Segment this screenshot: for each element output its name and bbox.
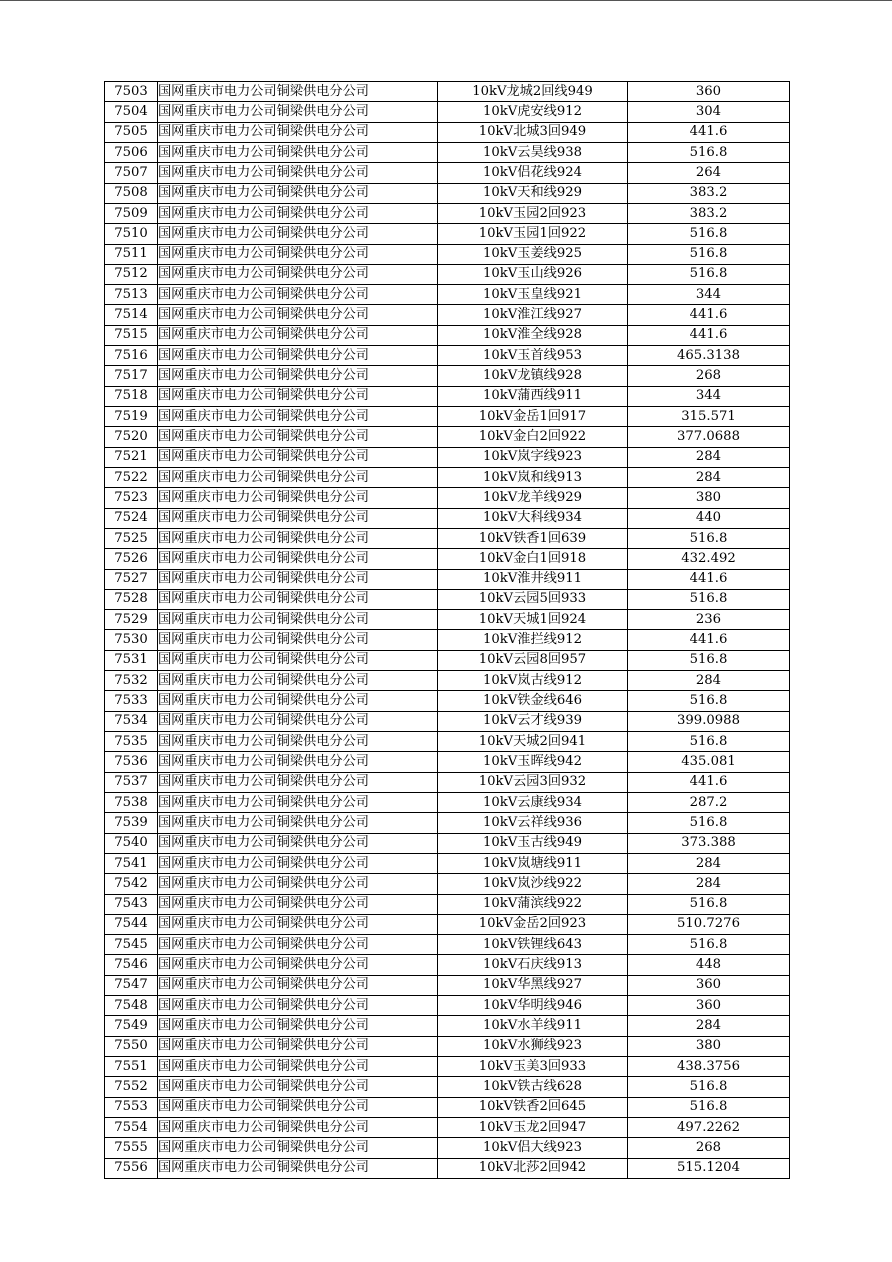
- line-name-cell: 10kV淮井线911: [438, 569, 628, 589]
- value-cell: 360: [628, 996, 790, 1016]
- table-row: [105, 264, 790, 284]
- row-number-cell: 7542: [105, 874, 158, 894]
- company-cell: 国网重庆市电力公司铜梁供电分公司: [158, 772, 438, 792]
- line-name-cell: 10kV铁锂线643: [438, 935, 628, 955]
- company-cell: 国网重庆市电力公司铜梁供电分公司: [158, 833, 438, 853]
- table-row: [105, 285, 790, 305]
- company-cell: 国网重庆市电力公司铜梁供电分公司: [158, 447, 438, 467]
- row-number-cell: 7525: [105, 528, 158, 548]
- company-cell: 国网重庆市电力公司铜梁供电分公司: [158, 488, 438, 508]
- value-cell: 373.388: [628, 833, 790, 853]
- table-row: [105, 732, 790, 752]
- value-cell: 441.6: [628, 569, 790, 589]
- line-name-cell: 10kV天城2回941: [438, 732, 628, 752]
- row-number-cell: 7553: [105, 1097, 158, 1117]
- company-cell: 国网重庆市电力公司铜梁供电分公司: [158, 163, 438, 183]
- row-number-cell: 7531: [105, 650, 158, 670]
- line-name-cell: 10kV淮拦线912: [438, 630, 628, 650]
- company-cell: 国网重庆市电力公司铜梁供电分公司: [158, 224, 438, 244]
- row-number-cell: 7511: [105, 244, 158, 264]
- table-row: [105, 671, 790, 691]
- company-cell: 国网重庆市电力公司铜梁供电分公司: [158, 650, 438, 670]
- line-name-cell: 10kV岚字线923: [438, 447, 628, 467]
- row-number-cell: 7543: [105, 894, 158, 914]
- value-cell: 516.8: [628, 813, 790, 833]
- row-number-cell: 7548: [105, 996, 158, 1016]
- line-name-cell: 10kV北城3回949: [438, 122, 628, 142]
- row-number-cell: 7533: [105, 691, 158, 711]
- value-cell: 516.8: [628, 589, 790, 609]
- table-row: [105, 996, 790, 1016]
- row-number-cell: 7523: [105, 488, 158, 508]
- line-name-cell: 10kV玉姜线925: [438, 244, 628, 264]
- table-row: [105, 772, 790, 792]
- row-number-cell: 7528: [105, 589, 158, 609]
- line-name-cell: 10kV龙羊线929: [438, 488, 628, 508]
- company-cell: 国网重庆市电力公司铜梁供电分公司: [158, 82, 438, 102]
- value-cell: 516.8: [628, 528, 790, 548]
- row-number-cell: 7545: [105, 935, 158, 955]
- value-cell: 284: [628, 874, 790, 894]
- table-row: [105, 447, 790, 467]
- value-cell: 268: [628, 366, 790, 386]
- company-cell: 国网重庆市电力公司铜梁供电分公司: [158, 671, 438, 691]
- value-cell: 440: [628, 508, 790, 528]
- value-cell: 287.2: [628, 792, 790, 812]
- line-name-cell: 10kV玉首线953: [438, 346, 628, 366]
- row-number-cell: 7550: [105, 1036, 158, 1056]
- value-cell: 360: [628, 82, 790, 102]
- table-row: [105, 813, 790, 833]
- value-cell: 435.081: [628, 752, 790, 772]
- table-row: [105, 1158, 790, 1178]
- table-row: [105, 1057, 790, 1077]
- value-cell: 268: [628, 1138, 790, 1158]
- line-name-cell: 10kV玉龙2回947: [438, 1117, 628, 1137]
- row-number-cell: 7513: [105, 285, 158, 305]
- line-name-cell: 10kV云昊线938: [438, 142, 628, 162]
- value-cell: 284: [628, 671, 790, 691]
- row-number-cell: 7524: [105, 508, 158, 528]
- line-name-cell: 10kV龙城2回线949: [438, 82, 628, 102]
- line-name-cell: 10kV蒲滨线922: [438, 894, 628, 914]
- row-number-cell: 7546: [105, 955, 158, 975]
- line-name-cell: 10kV岚和线913: [438, 467, 628, 487]
- page-top-rule: [0, 0, 892, 1]
- row-number-cell: 7556: [105, 1158, 158, 1178]
- row-number-cell: 7516: [105, 346, 158, 366]
- table-row: [105, 1036, 790, 1056]
- value-cell: 360: [628, 975, 790, 995]
- table-row: [105, 163, 790, 183]
- company-cell: 国网重庆市电力公司铜梁供电分公司: [158, 955, 438, 975]
- company-cell: 国网重庆市电力公司铜梁供电分公司: [158, 874, 438, 894]
- row-number-cell: 7510: [105, 224, 158, 244]
- value-cell: 448: [628, 955, 790, 975]
- line-name-cell: 10kV淮全线928: [438, 325, 628, 345]
- company-cell: 国网重庆市电力公司铜梁供电分公司: [158, 996, 438, 1016]
- table-row: [105, 1117, 790, 1137]
- table-body: [105, 82, 790, 1179]
- company-cell: 国网重庆市电力公司铜梁供电分公司: [158, 386, 438, 406]
- company-cell: 国网重庆市电力公司铜梁供电分公司: [158, 1158, 438, 1178]
- row-number-cell: 7522: [105, 467, 158, 487]
- company-cell: 国网重庆市电力公司铜梁供电分公司: [158, 305, 438, 325]
- value-cell: 441.6: [628, 305, 790, 325]
- table-row: [105, 630, 790, 650]
- company-cell: 国网重庆市电力公司铜梁供电分公司: [158, 1138, 438, 1158]
- value-cell: 516.8: [628, 691, 790, 711]
- row-number-cell: 7529: [105, 610, 158, 630]
- value-cell: 399.0988: [628, 711, 790, 731]
- value-cell: 383.2: [628, 183, 790, 203]
- row-number-cell: 7534: [105, 711, 158, 731]
- company-cell: 国网重庆市电力公司铜梁供电分公司: [158, 1097, 438, 1117]
- row-number-cell: 7536: [105, 752, 158, 772]
- table-row: [105, 792, 790, 812]
- value-cell: 315.571: [628, 407, 790, 427]
- table-row: [105, 325, 790, 345]
- row-number-cell: 7539: [105, 813, 158, 833]
- value-cell: 380: [628, 488, 790, 508]
- line-name-cell: 10kV玉山线926: [438, 264, 628, 284]
- line-name-cell: 10kV岚塘线911: [438, 853, 628, 873]
- table-row: [105, 955, 790, 975]
- line-name-cell: 10kV天城1回924: [438, 610, 628, 630]
- table-row: [105, 975, 790, 995]
- company-cell: 国网重庆市电力公司铜梁供电分公司: [158, 467, 438, 487]
- company-cell: 国网重庆市电力公司铜梁供电分公司: [158, 285, 438, 305]
- row-number-cell: 7518: [105, 386, 158, 406]
- line-name-cell: 10kV金岳1回917: [438, 407, 628, 427]
- company-cell: 国网重庆市电力公司铜梁供电分公司: [158, 427, 438, 447]
- line-name-cell: 10kV大科线934: [438, 508, 628, 528]
- company-cell: 国网重庆市电力公司铜梁供电分公司: [158, 630, 438, 650]
- company-cell: 国网重庆市电力公司铜梁供电分公司: [158, 711, 438, 731]
- line-name-cell: 10kV金白2回922: [438, 427, 628, 447]
- value-cell: 497.2262: [628, 1117, 790, 1137]
- line-name-cell: 10kV金岳2回923: [438, 914, 628, 934]
- table-row: [105, 488, 790, 508]
- line-name-cell: 10kV天和线929: [438, 183, 628, 203]
- value-cell: 377.0688: [628, 427, 790, 447]
- line-name-cell: 10kV岚古线912: [438, 671, 628, 691]
- value-cell: 516.8: [628, 224, 790, 244]
- company-cell: 国网重庆市电力公司铜梁供电分公司: [158, 589, 438, 609]
- data-table: [104, 81, 790, 1179]
- value-cell: 438.3756: [628, 1057, 790, 1077]
- company-cell: 国网重庆市电力公司铜梁供电分公司: [158, 346, 438, 366]
- row-number-cell: 7532: [105, 671, 158, 691]
- table-row: [105, 894, 790, 914]
- value-cell: 465.3138: [628, 346, 790, 366]
- row-number-cell: 7519: [105, 407, 158, 427]
- value-cell: 264: [628, 163, 790, 183]
- row-number-cell: 7520: [105, 427, 158, 447]
- company-cell: 国网重庆市电力公司铜梁供电分公司: [158, 792, 438, 812]
- row-number-cell: 7555: [105, 1138, 158, 1158]
- line-name-cell: 10kV蒲西线911: [438, 386, 628, 406]
- row-number-cell: 7506: [105, 142, 158, 162]
- value-cell: 516.8: [628, 264, 790, 284]
- company-cell: 国网重庆市电力公司铜梁供电分公司: [158, 122, 438, 142]
- line-name-cell: 10kV虎安线912: [438, 102, 628, 122]
- table-row: [105, 183, 790, 203]
- value-cell: 383.2: [628, 203, 790, 223]
- company-cell: 国网重庆市电力公司铜梁供电分公司: [158, 1016, 438, 1036]
- company-cell: 国网重庆市电力公司铜梁供电分公司: [158, 549, 438, 569]
- line-name-cell: 10kV铁香2回645: [438, 1097, 628, 1117]
- table-row: [105, 203, 790, 223]
- row-number-cell: 7507: [105, 163, 158, 183]
- company-cell: 国网重庆市电力公司铜梁供电分公司: [158, 264, 438, 284]
- row-number-cell: 7515: [105, 325, 158, 345]
- company-cell: 国网重庆市电力公司铜梁供电分公司: [158, 853, 438, 873]
- row-number-cell: 7504: [105, 102, 158, 122]
- row-number-cell: 7554: [105, 1117, 158, 1137]
- company-cell: 国网重庆市电力公司铜梁供电分公司: [158, 914, 438, 934]
- line-name-cell: 10kV华黑线927: [438, 975, 628, 995]
- company-cell: 国网重庆市电力公司铜梁供电分公司: [158, 366, 438, 386]
- company-cell: 国网重庆市电力公司铜梁供电分公司: [158, 1117, 438, 1137]
- value-cell: 441.6: [628, 325, 790, 345]
- line-name-cell: 10kV云才线939: [438, 711, 628, 731]
- value-cell: 284: [628, 447, 790, 467]
- value-cell: 441.6: [628, 772, 790, 792]
- table-row: [105, 305, 790, 325]
- table-row: [105, 589, 790, 609]
- table-row: [105, 142, 790, 162]
- line-name-cell: 10kV石庆线913: [438, 955, 628, 975]
- table-row: [105, 224, 790, 244]
- value-cell: 516.8: [628, 1097, 790, 1117]
- table-row: [105, 1097, 790, 1117]
- line-name-cell: 10kV铁古线628: [438, 1077, 628, 1097]
- table-row: [105, 82, 790, 102]
- row-number-cell: 7544: [105, 914, 158, 934]
- company-cell: 国网重庆市电力公司铜梁供电分公司: [158, 1036, 438, 1056]
- row-number-cell: 7551: [105, 1057, 158, 1077]
- table-row: [105, 549, 790, 569]
- table-row: [105, 935, 790, 955]
- table-row: [105, 122, 790, 142]
- line-name-cell: 10kV淮江线927: [438, 305, 628, 325]
- company-cell: 国网重庆市电力公司铜梁供电分公司: [158, 813, 438, 833]
- value-cell: 284: [628, 467, 790, 487]
- value-cell: 236: [628, 610, 790, 630]
- line-name-cell: 10kV玉晖线942: [438, 752, 628, 772]
- table-row: [105, 102, 790, 122]
- table-row: [105, 244, 790, 264]
- line-name-cell: 10kV铁金线646: [438, 691, 628, 711]
- row-number-cell: 7549: [105, 1016, 158, 1036]
- company-cell: 国网重庆市电力公司铜梁供电分公司: [158, 975, 438, 995]
- line-name-cell: 10kV铁香1回639: [438, 528, 628, 548]
- line-name-cell: 10kV华明线946: [438, 996, 628, 1016]
- table-row: [105, 407, 790, 427]
- company-cell: 国网重庆市电力公司铜梁供电分公司: [158, 325, 438, 345]
- line-name-cell: 10kV云园8回957: [438, 650, 628, 670]
- value-cell: 344: [628, 285, 790, 305]
- row-number-cell: 7509: [105, 203, 158, 223]
- table-row: [105, 833, 790, 853]
- value-cell: 441.6: [628, 122, 790, 142]
- row-number-cell: 7540: [105, 833, 158, 853]
- table-row: [105, 1138, 790, 1158]
- table-row: [105, 1077, 790, 1097]
- company-cell: 国网重庆市电力公司铜梁供电分公司: [158, 102, 438, 122]
- table-row: [105, 752, 790, 772]
- row-number-cell: 7526: [105, 549, 158, 569]
- row-number-cell: 7530: [105, 630, 158, 650]
- company-cell: 国网重庆市电力公司铜梁供电分公司: [158, 142, 438, 162]
- value-cell: 516.8: [628, 1077, 790, 1097]
- value-cell: 516.8: [628, 894, 790, 914]
- company-cell: 国网重庆市电力公司铜梁供电分公司: [158, 528, 438, 548]
- table-row: [105, 346, 790, 366]
- line-name-cell: 10kV水羊线911: [438, 1016, 628, 1036]
- table-row: [105, 427, 790, 447]
- row-number-cell: 7521: [105, 447, 158, 467]
- row-number-cell: 7547: [105, 975, 158, 995]
- line-name-cell: 10kV玉园1回922: [438, 224, 628, 244]
- value-cell: 515.1204: [628, 1158, 790, 1178]
- row-number-cell: 7505: [105, 122, 158, 142]
- line-name-cell: 10kV玉美3回933: [438, 1057, 628, 1077]
- company-cell: 国网重庆市电力公司铜梁供电分公司: [158, 935, 438, 955]
- company-cell: 国网重庆市电力公司铜梁供电分公司: [158, 407, 438, 427]
- company-cell: 国网重庆市电力公司铜梁供电分公司: [158, 732, 438, 752]
- table-row: [105, 874, 790, 894]
- table-row: [105, 711, 790, 731]
- company-cell: 国网重庆市电力公司铜梁供电分公司: [158, 1077, 438, 1097]
- value-cell: 441.6: [628, 630, 790, 650]
- line-name-cell: 10kV侣花线924: [438, 163, 628, 183]
- row-number-cell: 7537: [105, 772, 158, 792]
- company-cell: 国网重庆市电力公司铜梁供电分公司: [158, 1057, 438, 1077]
- table-row: [105, 691, 790, 711]
- value-cell: 510.7276: [628, 914, 790, 934]
- table-row: [105, 569, 790, 589]
- table-row: [105, 914, 790, 934]
- value-cell: 516.8: [628, 142, 790, 162]
- value-cell: 284: [628, 1016, 790, 1036]
- row-number-cell: 7517: [105, 366, 158, 386]
- row-number-cell: 7535: [105, 732, 158, 752]
- row-number-cell: 7514: [105, 305, 158, 325]
- line-name-cell: 10kV云园3回932: [438, 772, 628, 792]
- line-name-cell: 10kV云康线934: [438, 792, 628, 812]
- table-row: [105, 386, 790, 406]
- company-cell: 国网重庆市电力公司铜梁供电分公司: [158, 610, 438, 630]
- company-cell: 国网重庆市电力公司铜梁供电分公司: [158, 203, 438, 223]
- row-number-cell: 7503: [105, 82, 158, 102]
- table-row: [105, 528, 790, 548]
- company-cell: 国网重庆市电力公司铜梁供电分公司: [158, 569, 438, 589]
- table-row: [105, 610, 790, 630]
- table-row: [105, 366, 790, 386]
- company-cell: 国网重庆市电力公司铜梁供电分公司: [158, 183, 438, 203]
- line-name-cell: 10kV龙镇线928: [438, 366, 628, 386]
- row-number-cell: 7538: [105, 792, 158, 812]
- table-row: [105, 650, 790, 670]
- value-cell: 516.8: [628, 650, 790, 670]
- value-cell: 284: [628, 853, 790, 873]
- company-cell: 国网重庆市电力公司铜梁供电分公司: [158, 244, 438, 264]
- row-number-cell: 7552: [105, 1077, 158, 1097]
- line-name-cell: 10kV玉皇线921: [438, 285, 628, 305]
- company-cell: 国网重庆市电力公司铜梁供电分公司: [158, 894, 438, 914]
- value-cell: 344: [628, 386, 790, 406]
- line-name-cell: 10kV岚沙线922: [438, 874, 628, 894]
- line-name-cell: 10kV云祥线936: [438, 813, 628, 833]
- row-number-cell: 7527: [105, 569, 158, 589]
- value-cell: 516.8: [628, 732, 790, 752]
- line-name-cell: 10kV玉园2回923: [438, 203, 628, 223]
- company-cell: 国网重庆市电力公司铜梁供电分公司: [158, 752, 438, 772]
- value-cell: 516.8: [628, 244, 790, 264]
- row-number-cell: 7541: [105, 853, 158, 873]
- table-row: [105, 467, 790, 487]
- line-name-cell: 10kV水狮线923: [438, 1036, 628, 1056]
- line-name-cell: 10kV金白1回918: [438, 549, 628, 569]
- value-cell: 304: [628, 102, 790, 122]
- table-row: [105, 508, 790, 528]
- line-name-cell: 10kV玉古线949: [438, 833, 628, 853]
- row-number-cell: 7508: [105, 183, 158, 203]
- row-number-cell: 7512: [105, 264, 158, 284]
- line-name-cell: 10kV云园5回933: [438, 589, 628, 609]
- table-row: [105, 1016, 790, 1036]
- line-name-cell: 10kV北莎2回942: [438, 1158, 628, 1178]
- value-cell: 432.492: [628, 549, 790, 569]
- table-row: [105, 853, 790, 873]
- company-cell: 国网重庆市电力公司铜梁供电分公司: [158, 508, 438, 528]
- company-cell: 国网重庆市电力公司铜梁供电分公司: [158, 691, 438, 711]
- line-name-cell: 10kV侣大线923: [438, 1138, 628, 1158]
- value-cell: 380: [628, 1036, 790, 1056]
- value-cell: 516.8: [628, 935, 790, 955]
